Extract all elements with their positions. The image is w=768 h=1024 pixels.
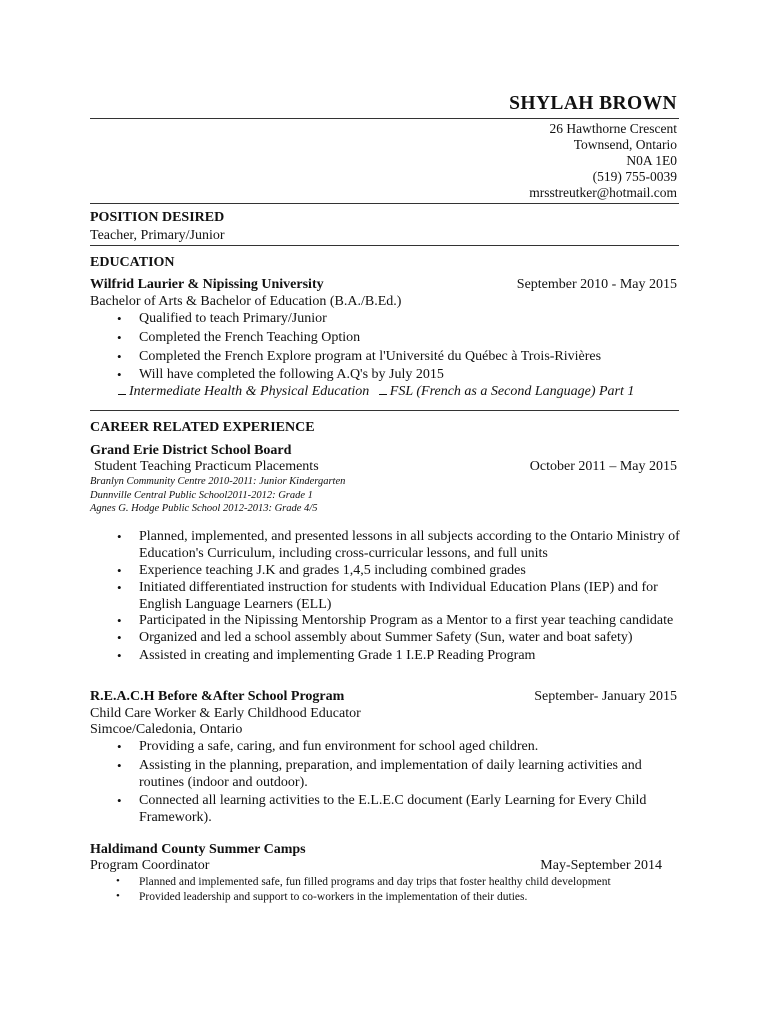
haldimand-role: Program Coordinator (90, 858, 210, 873)
position-heading: POSITION DESIRED (90, 210, 225, 225)
placement: Dunnville Central Public School2011-2012: Grade 1 (90, 490, 313, 501)
haldimand-bullet: Provided leadership and support to co-workers in the implementation of their duties. (139, 891, 528, 903)
applicant-name: SHYLAH BROWN (509, 93, 677, 114)
contact-street: 26 Hawthorne Crescent (549, 121, 677, 136)
bullet: • (117, 758, 122, 773)
contact-divider (90, 203, 679, 204)
bullet: • (116, 875, 120, 887)
gedsb-bullet: English Language Learners (ELL) (139, 597, 332, 612)
reach-bullet: Assisting in the planning, preparation, and implementation of daily learning activities and (139, 758, 642, 773)
gedsb-bullet: Participated in the Nipissing Mentorship Program as a Mentor to a first year teaching candidate (139, 613, 674, 628)
aq-item: Intermediate Health & Physical Education (129, 384, 370, 399)
position-divider (90, 245, 679, 246)
education-divider (90, 410, 679, 411)
contact-email: mrsstreutker@hotmail.com (529, 185, 677, 200)
bullet: • (117, 330, 122, 345)
reach-org: R.E.A.C.H Before &After School Program (90, 689, 345, 704)
gedsb-dates: October 2011 – May 2015 (529, 459, 677, 474)
education-dates: September 2010 - May 2015 (516, 277, 677, 292)
aq-list (118, 384, 634, 400)
education-bullet: Will have completed the following A.Q's by July 2015 (139, 367, 444, 382)
education-bullet: Completed the French Teaching Option (139, 330, 361, 345)
gedsb-org: Grand Erie District School Board (90, 443, 292, 458)
bullet: • (117, 613, 122, 628)
education-bullet: Completed the French Explore program at l'Université du Québec à Trois-Rivières (139, 349, 602, 364)
contact-postal: N0A 1E0 (626, 153, 677, 168)
checkbox-icon (379, 390, 387, 395)
haldimand-bullet: Planned and implemented safe, fun filled programs and day trips that foster healthy child development (139, 876, 611, 888)
bullet: • (116, 890, 120, 902)
gedsb-role: Student Teaching Practicum Placements (94, 459, 319, 474)
gedsb-bullet: Education's Curriculum, including cross-curricular lessons, and full units (139, 546, 548, 561)
reach-bullet: routines (indoor and outdoor). (139, 775, 308, 790)
reach-bullet: Providing a safe, caring, and fun environment for school aged children. (139, 739, 539, 754)
education-heading: EDUCATION (90, 255, 175, 270)
career-heading: CAREER RELATED EXPERIENCE (90, 420, 315, 435)
bullet: • (117, 580, 122, 595)
education-degree: Bachelor of Arts & Bachelor of Education (B.A./B.Ed.) (90, 294, 402, 309)
checkbox-icon (118, 390, 126, 395)
position-value: Teacher, Primary/Junior (90, 228, 225, 243)
haldimand-org: Haldimand County Summer Camps (90, 842, 306, 857)
bullet: • (117, 630, 122, 645)
gedsb-bullet: Initiated differentiated instruction for students with Individual Education Plans (IEP) and for (139, 580, 658, 595)
bullet: • (117, 563, 122, 578)
placement: Agnes G. Hodge Public School 2012-2013: Grade 4/5 (90, 503, 318, 514)
bullet: • (117, 793, 122, 808)
education-bullet: Qualified to teach Primary/Junior (139, 311, 327, 326)
education-school: Wilfrid Laurier & Nipissing University (90, 277, 324, 292)
contact-city: Townsend, Ontario (573, 137, 677, 152)
gedsb-bullet: Assisted in creating and implementing Grade 1 I.E.P Reading Program (139, 648, 536, 663)
bullet: • (117, 367, 122, 382)
bullet: • (117, 648, 122, 663)
aq-item: FSL (French as a Second Language) Part 1 (389, 384, 635, 399)
gedsb-bullet: Planned, implemented, and presented lessons in all subjects according to the Ontario Ministry of (139, 529, 680, 544)
bullet: • (117, 739, 122, 754)
reach-role: Child Care Worker & Early Childhood Educator (90, 706, 361, 721)
bullet: • (117, 311, 122, 326)
gedsb-bullet: Organized and led a school assembly about Summer Safety (Sun, water and boat safety) (139, 630, 633, 645)
header-divider (90, 118, 679, 119)
reach-bullet: Framework). (139, 810, 212, 825)
haldimand-dates: May-September 2014 (540, 858, 662, 873)
placement: Branlyn Community Centre 2010-2011: Junior Kindergarten (90, 476, 346, 487)
bullet: • (117, 529, 122, 544)
contact-phone: (519) 755-0039 (592, 169, 677, 184)
reach-dates: September- January 2015 (534, 689, 677, 704)
gedsb-bullet: Experience teaching J.K and grades 1,4,5 including combined grades (139, 563, 526, 578)
bullet: • (117, 349, 122, 364)
reach-bullet: Connected all learning activities to the E.L.E.C document (Early Learning for Every Child (139, 793, 647, 808)
reach-location: Simcoe/Caledonia, Ontario (90, 722, 243, 737)
